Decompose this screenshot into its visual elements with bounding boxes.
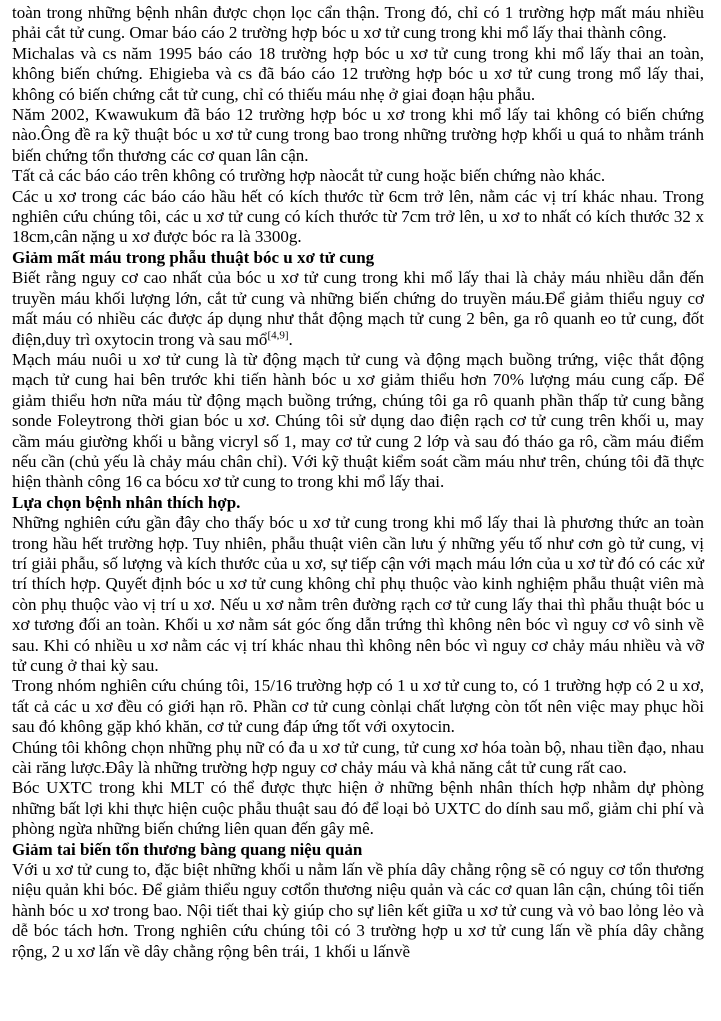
paragraph-exclusion-criteria: Chúng tôi không chọn những phụ nữ có đa u xơ tử cung, tử cung xơ hóa toàn bộ, nhau tiền đạo, nhau cài răng lược.Đây là những trường hợp nguy cơ chảy máu và khả năng cắt tử cung rất cao. bbox=[12, 737, 704, 778]
paragraph-text-after-citation: . bbox=[288, 329, 293, 349]
paragraph-study-group: Trong nhóm nghiên cứu chúng tôi, 15/16 trường hợp có 1 u xơ tử cung to, có 1 trường hợp có 2 u xơ, tất cả các u xơ đều có giới hạn rõ. Phần cơ tử cung cònlại chất lượng còn tốt nên việc may phục hồi sau đó không gặp khó khăn, cơ tử cung đáp ứng tốt với oxytocin. bbox=[12, 676, 704, 737]
section-heading-blood-loss: Giảm mất máu trong phẫu thuật bóc u xơ tử cung bbox=[12, 247, 375, 267]
paragraph-selection-factors: Những nghiên cứu gần đây cho thấy bóc u xơ tử cung trong khi mổ lấy thai là phương thức an toàn trong hầu hết trường hợp. Tuy nhiên, phẫu thuật viên cần lưu ý những yếu tố như cơn gò tử cung, vị trí giải phẫu, số lượng và kích thước của u xơ, sự tiếp cận với mạch máu lớn của u xơ từ đó có các xử trí thích hợp. Quyết định bóc u xơ tử cung không chỉ phụ thuộc vào kinh nghiệm phẫu thuật viên mà còn phụ thuộc vào vị trí u xơ. Nếu u xơ nằm trên đường rạch cơ tử cung lấy thai thì phẫu thuật bóc u xơ tương đối an toàn. Khối u xơ nằm sát góc ống dẫn trứng thì không nên bóc vì nguy cơ vô sinh về sau. Khi có nhiều u xơ nằm các vị trí khác nhau thì không nên bóc vì nguy cơ chảy máu nhiều và vỡ tử cung ở thai kỳ sau. bbox=[12, 513, 704, 675]
paragraph-safety-selection: toàn trong những bệnh nhân được chọn lọc cẩn thận. Trong đó, chỉ có 1 trường hợp mất máu nhiều phải cắt tử cung. Omar báo cáo 2 trường hợp bóc u xơ tử cung trong khi mổ lấy thai thành công. bbox=[12, 3, 704, 43]
paragraph-text: Biết rằng nguy cơ cao nhất của bóc u xơ tử cung trong khi mổ lấy thai là chảy máu nhiều dẫn đến truyền máu khối lượng lớn, cắt tử cung và những biến chứng do truyền máu.Để giảm thiểu nguy cơ mất máu có nhiều các được áp dụng như thắt động mạch tử cung 2 bên, ga rô quanh eo tử cung, đốt điện,duy trì oxytocin trong và sau mổ bbox=[12, 268, 704, 349]
citation-superscript: [4,9] bbox=[267, 328, 289, 341]
paragraph-blood-loss-risk bbox=[12, 268, 704, 350]
paragraph-kwawukum-2002: Năm 2002, Kwawukum đã báo 12 trường hợp bóc u xơ trong khi mổ lấy tai không có biến chứng nào.Ông đề ra kỹ thuật bóc u xơ tử cung trong bao trong những trường hợp khối u quá to nhằm tránh biến chứng tổn thương các cơ quan lân cận. bbox=[12, 105, 704, 165]
paragraph-fibroid-sizes: Các u xơ trong các báo cáo hầu hết có kích thước từ 6cm trở lên, nằm các vị trí khác nhau. Trong nghiên cứu chúng tôi, các u xơ tử cung có kích thước từ 7cm trở lên, u xơ to nhất có kích thước 32 x 18cm,cân nặng u xơ được bóc ra là 3300g. bbox=[12, 186, 704, 247]
paragraph-hemostasis-technique: Mạch máu nuôi u xơ tử cung là từ động mạch tử cung và động mạch buồng trứng, việc thắt động mạch tử cung hai bên trước khi tiến hành bóc u xơ giảm thiểu hơn 70% lượng máu cung cấp. Để giảm thiểu hơn nữa máu từ động mạch buồng trứng, chúng tôi ga rô quanh phần thấp tử cung bằng sonde Foleytrong thời gian bóc u xơ. Chúng tôi sử dụng dao điện rạch cơ tử cung trên khối u, may cầm máu giường khối u bằng vicryl số 1, may cơ tử cung 2 lớp và sau đó tháo ga rô, cầm máu điểm nếu cần (chủ yếu là chảy máu chân chỉ). Với kỹ thuật kiểm soát cầm máu như trên, chúng tôi đã thực hiện thành công 16 ca bócu xơ tử cung to trong khi mổ lấy thai. bbox=[12, 349, 704, 492]
section-heading-patient-selection: Lựa chọn bệnh nhân thích hợp. bbox=[12, 492, 241, 512]
section-heading-bladder-ureter-injury: Giảm tai biến tổn thương bàng quang niệu quản bbox=[12, 839, 363, 859]
paragraph-uxtc-mlt-benefits: Bóc UXTC trong khi MLT có thể được thực hiện ở những bệnh nhân thích hợp nhằm dự phòng những bất lợi khi thực hiện cuộc phẫu thuật sau đó để loại bỏ UXTC do dính sau mổ, giảm chi phí và phòng ngừa những biến chứng liên quan đến gây mê. bbox=[12, 778, 704, 839]
paragraph-broad-ligament-fibroids: Với u xơ tử cung to, đặc biệt những khối u nằm lấn về phía dây chằng rộng sẽ có nguy cơ tổn thương niệu quản khi bóc. Để giảm thiểu nguy cơtổn thương niệu quản và các cơ quan lân cận, chúng tôi tiến hành bóc u xơ trong bao. Nội tiết thai kỳ giúp cho sự liên kết giữa u xơ tử cung và vỏ bao lỏng lẻo và dễ bóc tách hơn. Trong nghiên cứu chúng tôi có 3 trường hợp u xơ tử cung lấn về phía dây chằng rộng, 2 u xơ lấn về dây chằng rộng bên trái, 1 khối u lấnvề bbox=[12, 860, 704, 961]
paragraph-no-hysterectomy-reports: Tất cả các báo cáo trên không có trường hợp nàocắt tử cung hoặc biến chứng nào khác. bbox=[12, 166, 606, 186]
paragraph-michalas-ehigieba: Michalas và cs năm 1995 báo cáo 18 trường hợp bóc u xơ tử cung trong khi mổ lấy thai an toàn, không biến chứng. Ehigieba và cs đã báo cáo 12 trường hợp bóc u xơ tử cung trong mổ lấy thai, không có biến chứng cắt tử cung, chỉ có thiếu máu nhẹ ở giai đoạn hậu phẫu. bbox=[12, 43, 704, 104]
